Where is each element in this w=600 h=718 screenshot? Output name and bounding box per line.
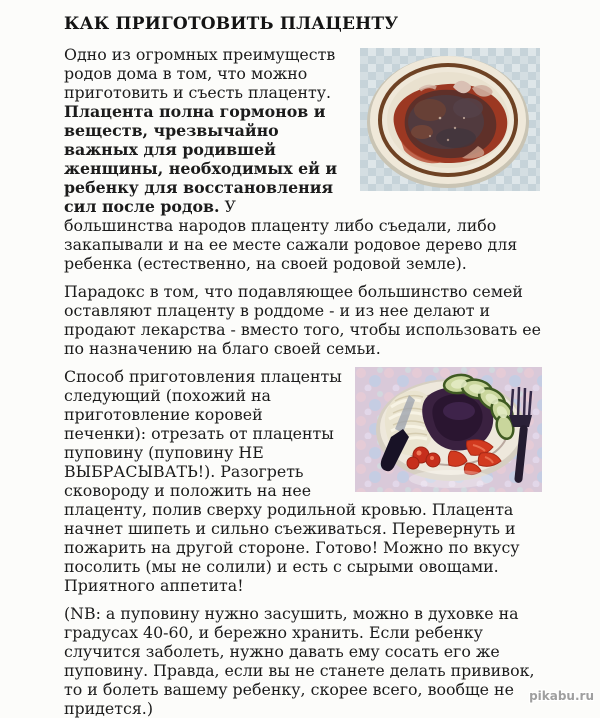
intro-text-regular-end: У большинства народов плаценту либо съедали, либо закапывали и на ее месте сажали родовое дерево для ребенка (естественно, на своей родовой земле). [64, 197, 518, 273]
page-title: КАК ПРИГОТОВИТЬ ПЛАЦЕНТУ [64, 14, 399, 34]
paragraph-recipe [64, 367, 542, 595]
paragraph-nb: (NB: а пуповину нужно засушить, можно в духовке на градусах 40-60, и бережно хранить. Если ребенку случится заболеть, нужно давать ему сосать его же пуповину. Правда, если вы не станете делать прививок, то и болеть вашему ребенку, скорее всего, вообще не придется.) [64, 604, 535, 718]
paragraph-paradox: Парадокс в том, что подавляющее большинство семей оставляют плаценту в роддоме - и из нее делают и продают лекарства - вместо того, чтобы использовать ее по назначению на благо своей семьи. [64, 282, 541, 358]
raw-placenta-photo [360, 48, 540, 191]
cooked-placenta-illustration [355, 367, 542, 492]
paragraph-intro [64, 45, 542, 273]
intro-text-bold: Плацента полна гормонов и веществ, чрезвычайно важных для родившей женщины, необходимых ей и ребенку для восстановления сил после родов. [64, 102, 338, 216]
cooked-placenta-photo [355, 367, 542, 492]
pikabu-watermark: pikabu.ru [529, 689, 594, 703]
raw-placenta-illustration [360, 48, 540, 191]
recipe-text: Способ приготовления плаценты следующий (похожий на приготовление коровей печенки): отрезать от плаценты пуповину (пуповину НЕ ВЫБРАСЫВАТЬ!). Разогреть сковороду и положить на нее плаценту, полив сверху родильной кровью. Плацента начнет шипеть и сильно съеживаться. Перевернуть и пожарить на другой стороне. Готово! Можно по вкусу посолить (мы не солили) и есть с сырыми овощами. Приятного аппетита! [64, 367, 520, 595]
intro-text-regular-start: Одно из огромных преимуществ родов дома в том, что можно приготовить и съесть плаценту. [64, 45, 336, 102]
